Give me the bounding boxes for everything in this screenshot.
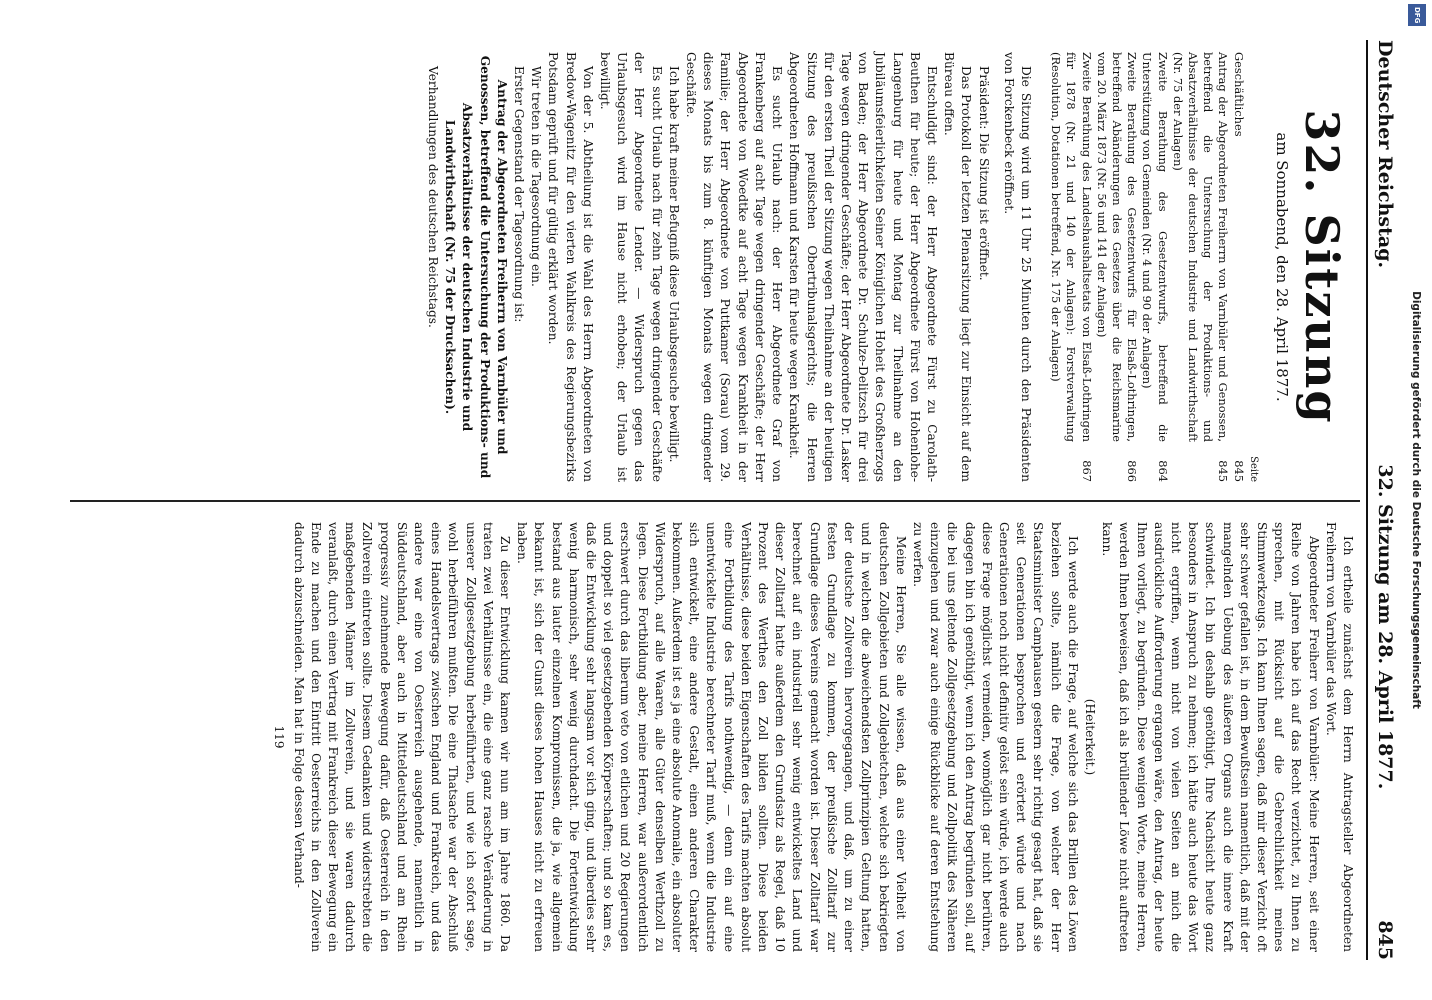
body-paragraph: Präsident: Die Sitzung ist eröffnet.	[976, 66, 991, 281]
toc-entry-page: 845	[1216, 460, 1231, 482]
body-paragraph: Von der 5. Abtheilung ist die Wahl des Herrn Abgeordneten von Bredow-Wagenitz für den vierten Wahlkreis des Regierungsbezirks Potsdam geprüft und für gültig erklärt worden.	[546, 52, 595, 482]
body-paragraph: Zu dieser Entwicklung kamen wir nun am im Jahre 1860. Da traten zwei Verhältnisse ein, die eine ganz rasche Veränderung in unserer Zollgesetzgebung herbeiführten, und wie ich sofort sage, wohl herbeiführen mußten. Die eine Thatsache war der Abschluß eines Handelsvertrags zwischen England und Frankreich, und das andere war eine von Oesterreich ausgehende, namentlich in Süddeutschland, aber auch in Mitteldeutschland und am Rhein progressiv zunehmende Bewegung dafür, daß Oesterreich in den Zollverein eintreten sollte. Diesem Gedanken und widerstrebten die maßgebenden Männer im Zollverein, und sie waren dadurch veranlaßt, durch einen Vertrag mit Frankreich dieser Bewegung ein Ende zu machen und den Eintritt Oesterreichs in den Zollverein dadurch abzuschneiden. Man hat in Folge dessen Verhand-	[291, 522, 513, 952]
body-paragraph: Ich habe kraft meiner Befugniß diese Urlaubsgesuche bewilligt.	[666, 66, 681, 463]
toc-entry	[1094, 52, 1140, 482]
table-of-contents	[1048, 52, 1261, 482]
body-paragraph: Meine Herren, Sie alle wissen, daß aus einer Vielheit von deutschen Zollgebieten und Zollgebietchen, welche sich bekriegten und in welchen die abweichendsten Zollprinzipien Geltung hatten, der deutsche Zollverein hervorgegangen, und daß, um zu einer festen Grundlage zu kommen, der preußische Zolltarif zur Grundlage dieses Vereins gemacht worden ist. Dieser Zolltarif war berechnet auf ein industriell sehr wenig entwickeltes Land und dieser Zolltarif hatte außerdem den Grundsatz als Regel, daß 10 Prozent des Werthes den Zoll bilden sollten. Diese beiden Verhältnisse, diese beiden Eigenschaften des Tarifs machten absolut eine Fortbildung des Tarifs nothwendig, — denn ein auf eine unentwickelte Industrie berechneter Tarif muß, wenn die Industrie sich entwickelt, eine andere Gestalt, einen anderen Charakter bekommen. Außerdem ist es ja eine absolute Anomalie, ein absoluter Widerspruch, auf alle Waaren, alle Güter denselben Werthzoll zu legen. Diese Fortbildung aber, meine Herren, war außerordentlich erschwert durch das liberum veto von etlichen und 20 Regierungen und doppelt so viel gesetzgebenden Körperschaften; und so kam es, daß die Entwicklung sehr langsam vor sich ging, und überdies sehr wenig harmonisch, sehr wenig durchdacht. Die Fortentwicklung bestand aus lauter einzelnen Kompromissen, die ja, wie allgemein bekannt ist, sich der Gunst dieses hohen Hauses nicht zu erfreuen haben.	[515, 522, 908, 952]
toc-entry-page: 867	[1079, 460, 1094, 482]
body-paragraph: Abgeordneter Freiherr von Varnbüler: Meine Herren, seit einer Reihe von Jahren habe ich auf das Recht verzichtet, zu Ihnen zu sprechen, mit Rücksicht auf die Gebrechlichkeit meines Stimmwerkzeugs. Ich kann Ihnen sagen, daß mir dieser Verzicht oft sehr schwer gefallen ist, in dem Bewußtsein namentlich, daß mit der mangelnden Uebung des äußeren Organs auch die innere Kraft schwindet. Ich bin deshalb genöthigt, Ihre Nachsicht heute ganz besonders in Anspruch zu nehmen; ich hätte auch heute das Wort nicht ergriffen, wenn nicht von vielen Seiten an mich die ausdrückliche Aufforderung ergangen wäre, den Antrag, der heute Ihnen vorliegt, zu begründen. Diese wenigen Worte, meine Herren, werden Ihnen beweisen, daß ich als brüllender Löwe nicht auftreten kann.	[1100, 522, 1321, 952]
spacer	[992, 52, 1000, 482]
column-divider	[70, 500, 1360, 502]
body-paragraph: Ich ertheile zunächst dem Herrn Antragsteller Abgeordneten Freiherrn von Varnbüler das Wort.	[1323, 522, 1355, 952]
toc-entry-text: Zweite Berathung des Gesetzentwurfs für Elsaß-Lothringen, betreffend Abänderungen des Gesetzes über die Reichsmarine vom 20. März 1873 (Nr. 56 und 141 der Anlagen)	[1094, 52, 1140, 442]
header-page-number: 845	[1374, 920, 1396, 960]
running-header	[1366, 40, 1402, 960]
opening-paragraph: Die Sitzung wird um 11 Uhr 25 Minuten durch den Präsidenten von Forckenbeck eröffnet.	[1001, 52, 1033, 482]
left-column	[424, 52, 1356, 482]
toc-entry	[1230, 52, 1245, 482]
body-paragraph: Entschuldigt sind: der Herr Abgeordnete Fürst zu Carolath-Beuthen für heute; der Herr Abgeordnete Fürst von Hohenlohe-Langenburg für heute und Montag zur Theilnahme an den Jubiläumsfeierlichkeiten Seiner Königlichen Hoheit des Großherzogs von Baden; der Herr Abgeordnete Dr. Schulze-Delitzsch für drei Tage wegen dringender Geschäfte; der Herr Abgeordnete Dr. Lasker für den ersten Theil der Sitzung wegen Theilnahme an der heutigen Sitzung des preußischen Obertribunalsgerichts; die Herren Abgeordneten Hoffmann und Karsten für heute wegen Krankheit.	[787, 52, 939, 482]
toc-entry-page: 845	[1231, 460, 1246, 482]
header-left: Deutscher Reichstag.	[1374, 40, 1396, 269]
digitization-credit	[1404, 10, 1428, 990]
session-title: 32. Sitzung	[1295, 109, 1349, 425]
toc-entry	[1048, 52, 1094, 482]
toc-entry-text: Antrag der Abgeordneten Freiherrn von Varnbüler und Genossen, betreffend die Untersuchung der Produktions- und Absatzverhältnisse der deutschen Industrie und Landwirthschaft (Nr. 75 der Anlagen)	[1170, 52, 1231, 442]
toc-entry-text: Geschäftliches	[1231, 52, 1246, 137]
toc-page-label: Seite	[1247, 456, 1259, 482]
laughter-note: (Heiterkeit.)	[1082, 698, 1097, 776]
toc-entry-page: 864	[1155, 460, 1170, 482]
body-paragraph: Es sucht Urlaub nach für zehn Tage wegen dringender Geschäfte der Herr Abgeordnete Lender. — Widerspruch gegen das Urlaubsgesuch wird im Hause nicht erhoben; der Urlaub ist bewilligt.	[598, 52, 664, 482]
digitization-credit-text: Digitalisierung gefördert durch die Deutsche Forschungsgemeinschaft	[1410, 291, 1422, 709]
header-session: 32. Sitzung am 28. April 1877.	[1374, 464, 1396, 790]
toc-entry-page: 866	[1125, 460, 1140, 482]
body-paragraph: Es sucht Urlaub nach: der Herr Abgeordnete Graf von Frankenberg auf acht Tage wegen dringender Geschäfte; der Herr Abgeordnete von Woedtke auf acht Tage wegen Krankheit in der Familie; der Herr Abgeordnete von Puttkamer (Sorau) vom 29. dieses Monats bis zum 8. künftigen Monats wegen dringender Geschäfte.	[684, 52, 785, 482]
signature-mark: 119	[272, 725, 287, 749]
agenda-item-heading: Antrag der Abgeordneten Freiherrn von Varnbüler und Genossen, betreffend die Untersuchung der Produktions- und Absatzverhältnisse der deutschen Industrie und Landwirthschaft (Nr. 75 der Drucksachen).	[443, 55, 509, 479]
session-date: am Sonnabend, den 28. April 1877.	[1273, 132, 1291, 402]
body-paragraph: Wir treten in die Tagesordnung ein.	[529, 66, 544, 287]
right-column	[270, 522, 1356, 952]
toc-entry	[1170, 52, 1231, 482]
dfg-logo: DFG	[1408, 4, 1426, 26]
body-paragraph: Erster Gegenstand der Tagesordnung ist:	[512, 66, 527, 323]
toc-entry-text: Zweite Berathung des Gesetzentwurfs, betreffend die Unterstützung von Gemeinden (Nr. 4 und 90 der Anlagen)	[1140, 52, 1170, 442]
body-paragraph: Das Protokoll der letzten Plenarsitzung liegt zur Einsicht auf dem Büreau offen.	[942, 52, 974, 482]
footer-source: Verhandlungen des deutschen Reichstags.	[426, 66, 441, 328]
body-paragraph: Ich werde auch die Frage, auf welche sich das Brillen des Löwen beziehen sollte, nämlich die Frage, von welcher der Herr Staatsminister Camphausen gestern sehr richtig gesagt hat, daß sie seit Generationen besprochen und erörtert würde und nach Generationen noch nicht definitiv gelöst sein würde, ich werde auch diese Frage möglichst vermeiden, womöglich gar nicht berühren, dagegen bin ich genöthigt, wenn ich den Antrag begründen soll, auf die bei uns geltende Zollgesetzgebung und Zollpolitik des Näheren einzugehen und zwar auch einige Rückblicke auf deren Entstehung zu werfen.	[910, 522, 1080, 952]
toc-entry-text: Zweite Berathung des Landeshaushaltsetats von Elsaß-Lothringen für 1878 (Nr. 21 und 140 der Anlagen): Forstverwaltung (Resolution, Dotationen betreffend, Nr. 175 der Anlagen)	[1049, 52, 1094, 442]
toc-entry	[1139, 52, 1169, 482]
